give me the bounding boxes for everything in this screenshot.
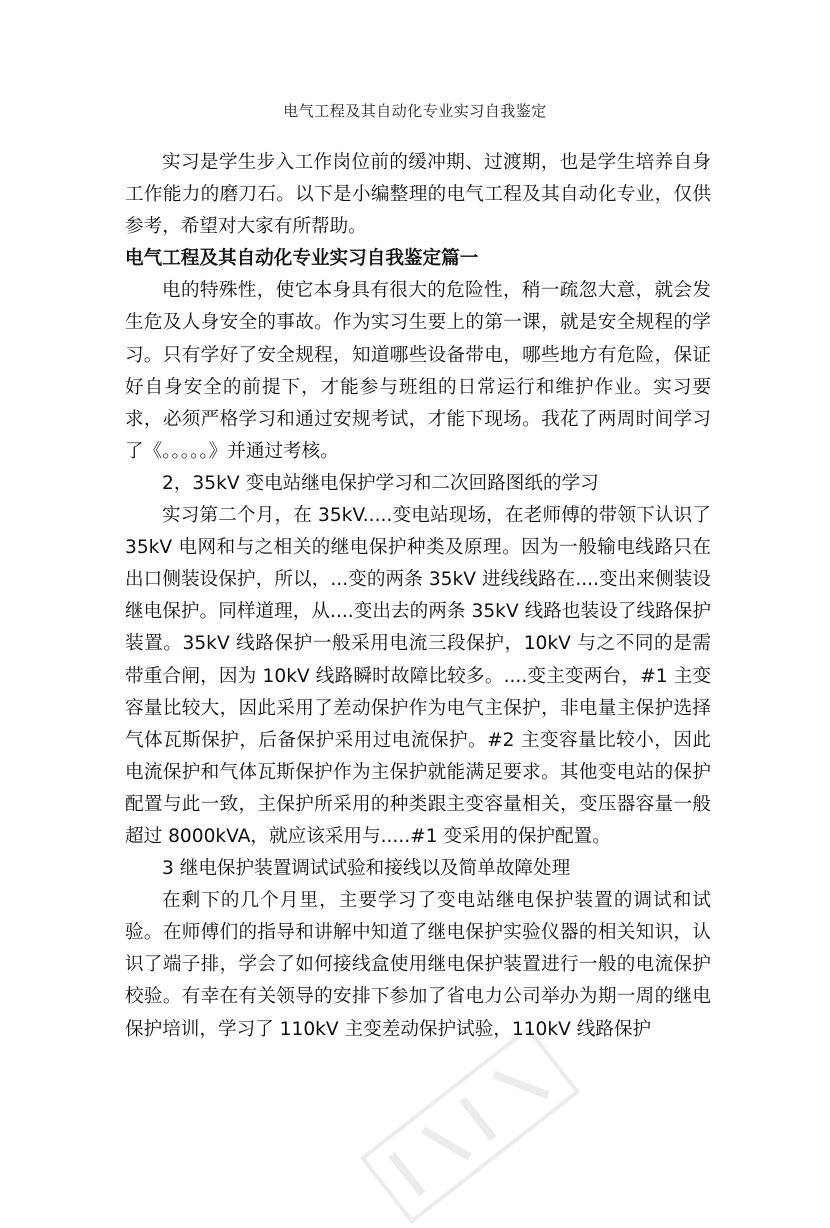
intro-paragraph: 实习是学生步入工作岗位前的缓冲期、过渡期，也是学生培养自身工作能力的磨刀石。以下是小编整理的电气工程及其自动化专业，仅供参考，希望对大家有所帮助。 (125, 152, 711, 238)
training-paragraph: 在剩下的几个月里，主要学习了变电站继电保护装置的调试和试验。在师傅们的指导和讲解中知道了继电保护实验仪器的相关知识，认识了端子排，学会了如何接线盒使用继电保护装置进行一般的电流保护校验。有幸在有关领导的安排下参加了省电力公司举办为期一周的继电保护培训，学习了 110kV 主变差动保护试验，110kV 线路保护 (125, 890, 711, 1040)
subheading-debugging: 3 继电保护装置调试试验和接线以及简单故障处理 (162, 858, 571, 880)
protection-paragraph: 实习第二个月，在 35kV.....变电站现场，在老师傅的带领下认识了 35kV 电网和与之相关的继电保护种类及原理。因为一般输电线路只在出口侧装设保护，所以，...变的两条 35kV 进线线路在....变出来侧装设继电保护。同样道理，从....变出去的两条 35kV 线路也装设了线路保护装置。35kV 线路保护一般采用电流三段保护，10kV 与之不同的是需带重合闸，因为 10kV 线路瞬时故障比较多。....变主变两台，#1 主变容量比较大，因此采用了差动保护作为电气主保护，非电量主保护选择气体瓦斯保护，后备保护采用过电流保护。#2 主变容量比较小，因此电流保护和气体瓦斯保护作为主保护就能满足要求。其他变电站的保护配置与此一致，主保护所采用的种类跟主变容量相关，变压器容量一般超过 8000kVA，就应该采用与.....#1 变采用的保护配置。 (125, 505, 711, 847)
safety-paragraph: 电的特殊性，使它本身具有很大的危险性，稍一疏忽大意，就会发生危及人身安全的事故。作为实习生要上的第一课，就是安全规程的学习。只有学好了安全规程，知道哪些设备带电，哪些地方有危险，保证好自身安全的前提下，才能参与班组的日常运行和维护作业。实习要求，必须严格学习和通过安规考试，才能下现场。我花了两周时间学习了《。。。。。》并通过考核。 (125, 280, 711, 462)
document-body (125, 147, 711, 1046)
document-title: 电气工程及其自动化专业实习自我鉴定 (283, 102, 547, 120)
watermark-graphic (356, 1022, 585, 1228)
section-heading: 电气工程及其自动化专业实习自我鉴定篇一 (125, 248, 479, 270)
subheading-35kv: 2，35kV 变电站继电保护学习和二次回路图纸的学习 (162, 472, 599, 494)
